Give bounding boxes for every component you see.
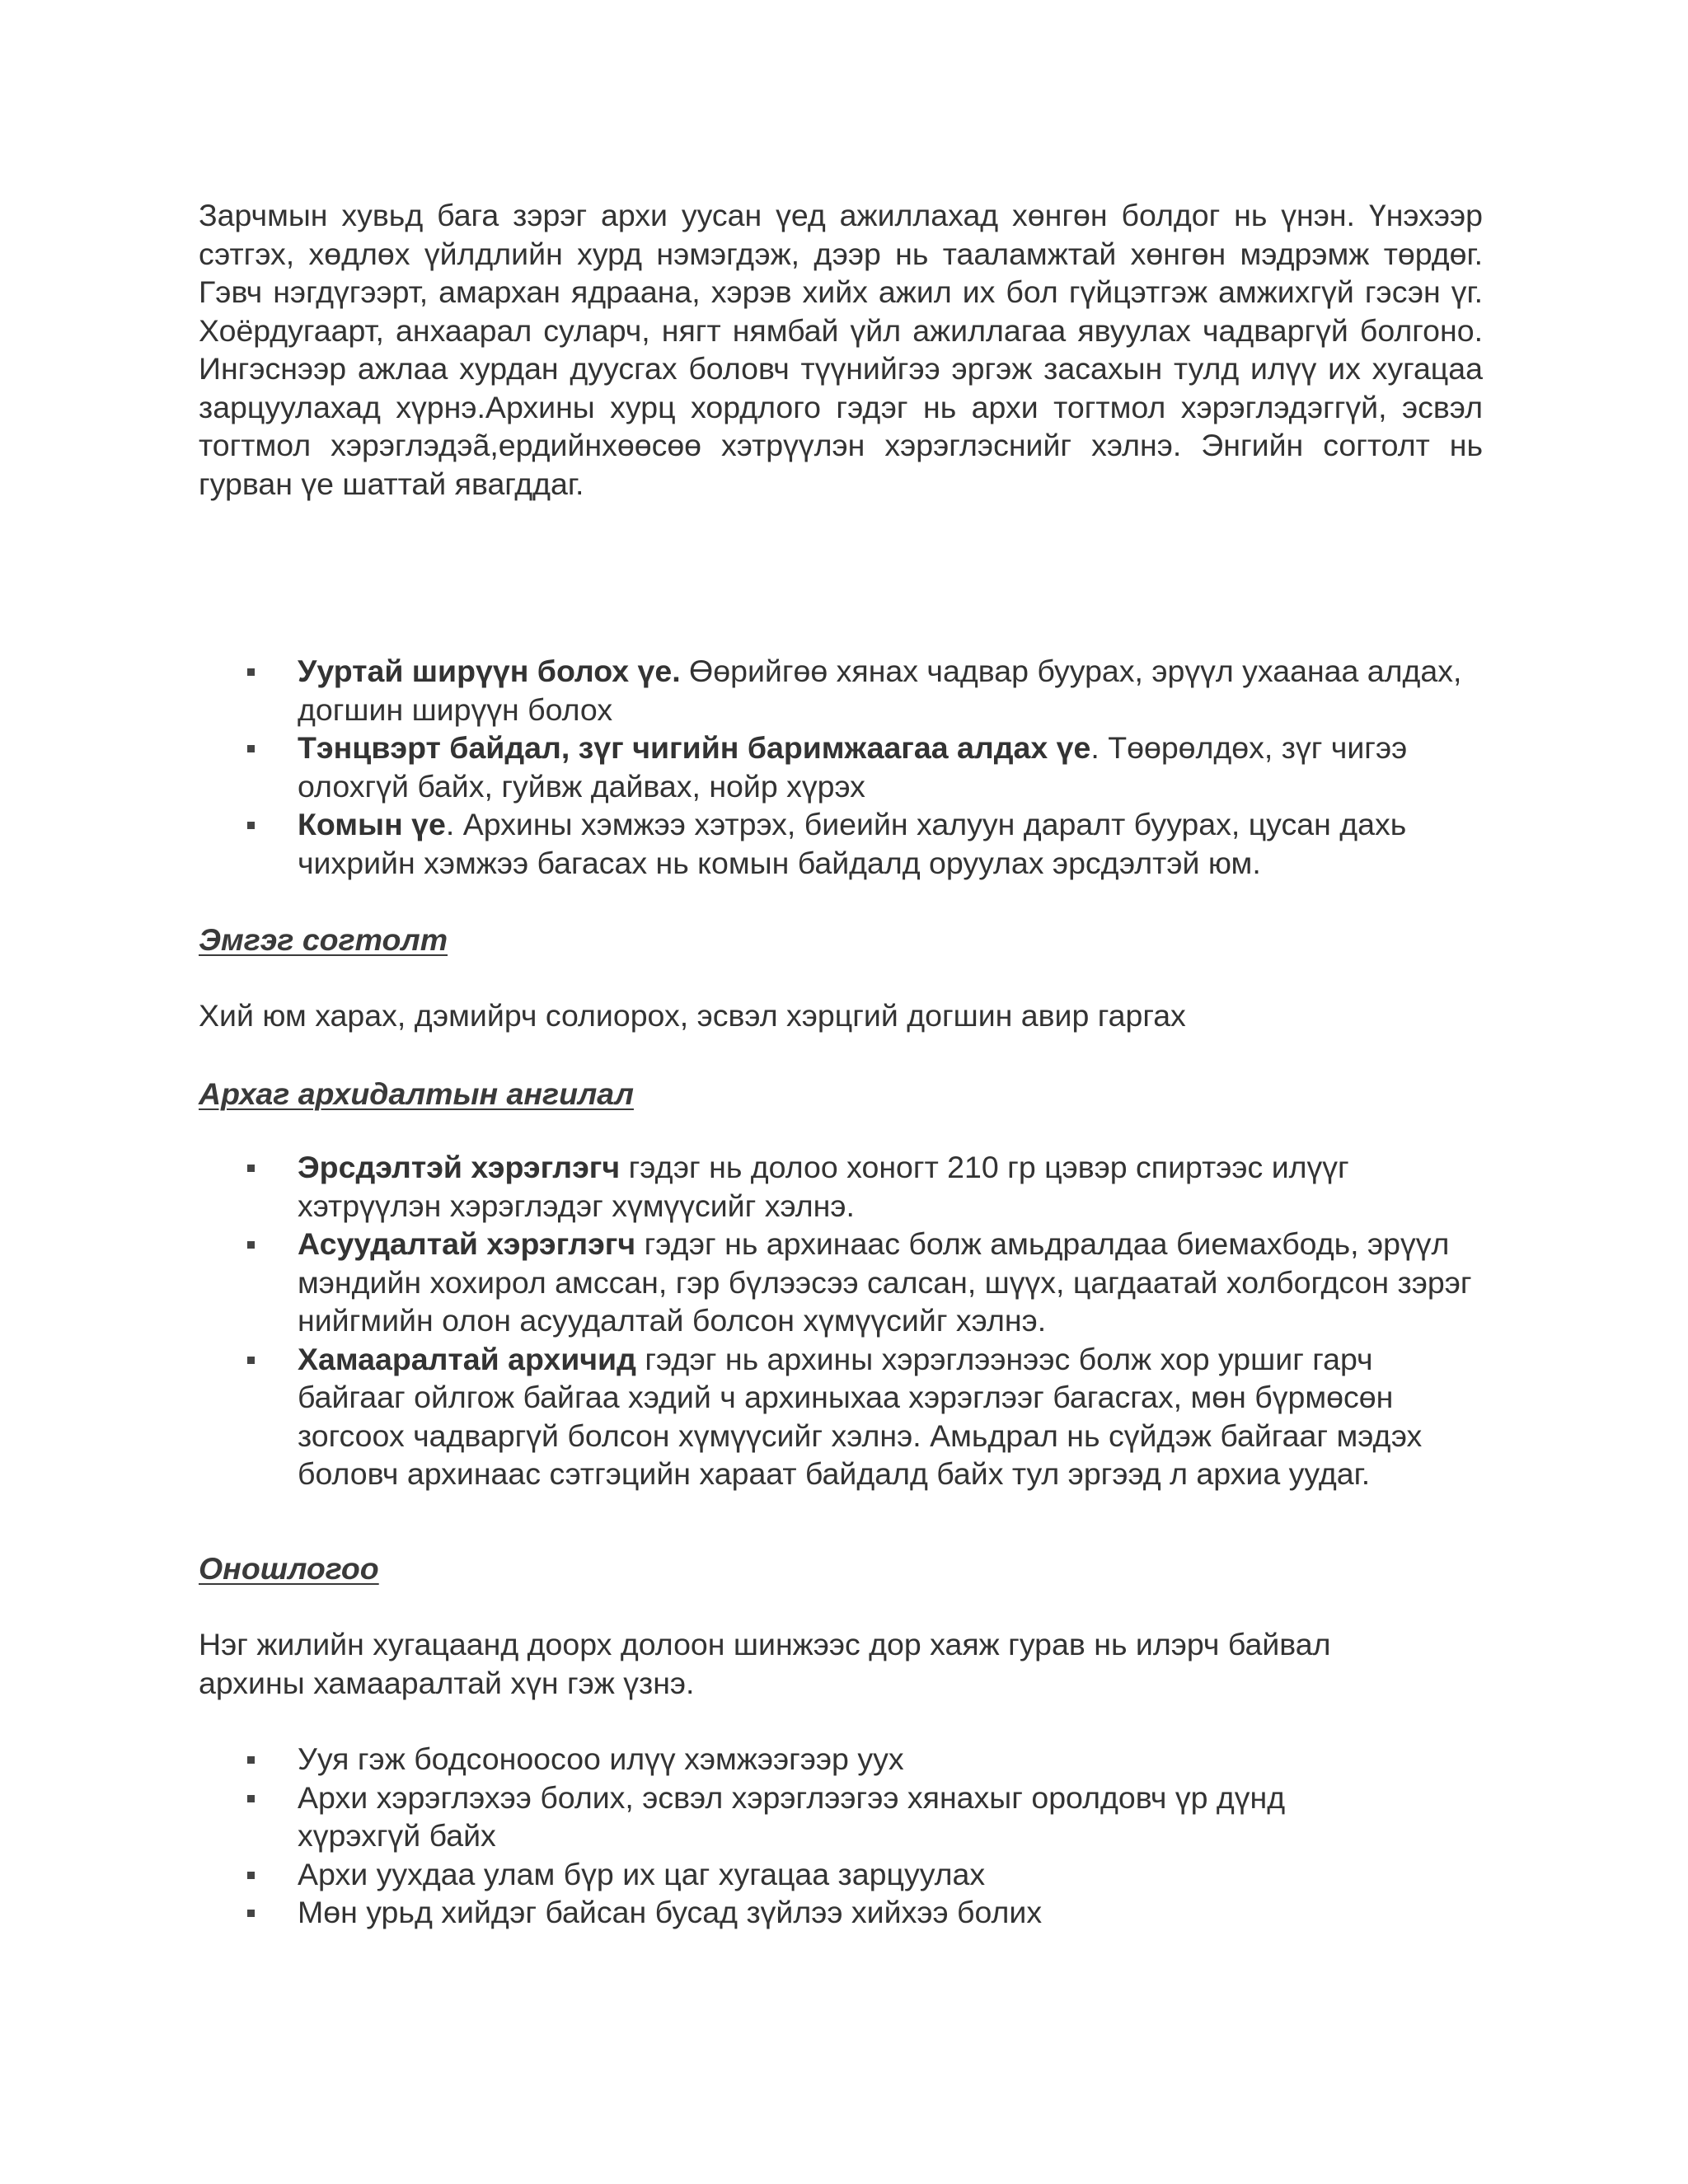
category-description: гэдэг нь долоо хоногт 210 гр цэвэр спиртээс илүүг хэтрүүлэн хэрэглэдэг хүмүүсийг хэлнэ. <box>298 1150 1349 1223</box>
list-item <box>246 1740 1483 1779</box>
bullet-square-icon <box>247 1165 255 1172</box>
list-item <box>246 805 1483 882</box>
bullet-square-icon <box>247 1910 255 1917</box>
criterion-text: Мөн урьд хийдэг байсан бусад зүйлээ хийхээ болих <box>298 1895 1043 1929</box>
intoxication-stages-list <box>246 652 1483 882</box>
pathological-intoxication-heading: Эмгэг согтолт <box>199 922 448 957</box>
bullet-square-icon <box>247 745 255 752</box>
list-item <box>246 1893 1483 1932</box>
stage-title: Комын үе <box>298 807 446 841</box>
diagnosis-text: Нэг жилийн хугацаанд доорх долоон шинжээс дор хаяж гурав нь илэрч байвал архины хамааралтай хүн гэж үзнэ. <box>199 1627 1331 1700</box>
criterion-text: Ууя гэж бодсоноосоо илүү хэмжээгээр уух <box>298 1741 904 1776</box>
diagnosis-heading: Оношлогоо <box>199 1551 379 1586</box>
bullet-square-icon <box>247 1241 255 1249</box>
category-description: гэдэг нь архинаас болж амьдралдаа биемахбодь, эрүүл мэндийн хохирол амссан, гэр бүлээсээ салсан, шүүх, цагдаатай холбогдсон зэрэг нийгмийн олон асуудалтай болсон хүмүүсийг хэлнэ. <box>298 1226 1472 1338</box>
bullet-square-icon <box>247 1795 255 1802</box>
criterion-text: Архи уухдаа улам бүр их цаг хугацаа зарцуулах <box>298 1856 986 1891</box>
category-title: Хамааралтай архичид <box>298 1341 636 1376</box>
bullet-square-icon <box>247 822 255 829</box>
category-title: Эрсдэлтэй хэрэглэгч <box>298 1150 621 1184</box>
stage-title: Ууртай ширүүн болох үе. <box>298 654 681 688</box>
category-description: гэдэг нь архины хэрэглээнээс болж хор уршиг гарч байгааг ойлгож байгаа хэдий ч архиныхаа хэрэглээг багасгах, мөн бүрмөсөн зогсоох чадваргүй болсон хүмүүсийг хэлнэ. Амьдрал нь сүйдэж байгааг мэдэх боловч архинаас сэтгэцийн хараат байдалд байх тул эргээд л архиа уудаг. <box>298 1341 1423 1491</box>
stage-description: Өөрийгөө хянах чадвар буурах, эрүүл ухаанаа алдах, догшин ширүүн болох <box>298 654 1462 727</box>
list-item <box>246 1340 1483 1493</box>
list-item <box>246 652 1483 729</box>
bullet-square-icon <box>247 1756 255 1764</box>
list-item <box>246 1148 1483 1225</box>
pathological-intoxication-text: Хий юм харах, дэмийрч солиорох, эсвэл хэрцгий догшин авир гаргах <box>199 998 1186 1033</box>
criterion-text: Архи хэрэглэхээ болих, эсвэл хэрэглээгээ хянахыг оролдовч үр дүнд хүрэхгүй байх <box>298 1779 1286 1853</box>
bullet-square-icon <box>247 668 255 676</box>
stage-title: Тэнцвэрт байдал, зүг чигийн баримжаагаа алдах үе <box>298 730 1091 765</box>
intro-paragraph: Зарчмын хувьд бага зэрэг архи уусан үед ажиллахад хөнгөн болдог нь үнэн. Үнэхээр сэтгэх, хөдлөх үйлдлийн хурд нэмэгдэж, дээр нь тааламжтай хөнгөн мэдрэмж төрдөг. Гэвч нэгдүгээрт, амархан ядраана, хэрэв хийх ажил их бол гүйцэтгэж амжихгүй гэсэн үг. Хоёрдугаарт, анхаарал суларч, нягт нямбай үйл ажиллагаа явуулах чадваргүй болгоно. Ингэснээр ажлаа хурдан дуусгах боловч түүнийгээ эргэж засахын тулд илүү их хугацаа зарцуулахад хүрнэ.Архины хурц хордлого гэдэг нь архи тогтмол хэрэглэдэггүй, эсвэл тогтмол хэрэглэдэã,ердийнхөөсөө хэтрүүлэн хэрэглэснийг хэлнэ. Энгийн согтолт нь гурван үе шаттай явагддаг. <box>199 198 1483 501</box>
category-title: Асуудалтай хэрэглэгч <box>298 1226 636 1261</box>
stage-description: . Төөрөлдөх, зүг чигээ олохгүй байх, гуйвж дайвах, нойр хүрэх <box>298 730 1408 804</box>
list-item <box>246 1779 1483 1855</box>
stage-description: . Архины хэмжээ хэтрэх, биеийн халуун даралт буурах, цусан дахь чихрийн хэмжээ багасах нь комын байдалд оруулах эрсдэлтэй юм. <box>298 807 1407 880</box>
bullet-square-icon <box>247 1357 255 1364</box>
chronic-alcoholism-heading: Архаг архидалтын ангилал <box>199 1076 634 1111</box>
list-item <box>246 1225 1483 1340</box>
list-item <box>246 1855 1483 1894</box>
bullet-square-icon <box>247 1872 255 1879</box>
classification-list <box>246 1148 1483 1493</box>
diagnosis-criteria-list <box>246 1740 1483 1932</box>
list-item <box>246 729 1483 805</box>
